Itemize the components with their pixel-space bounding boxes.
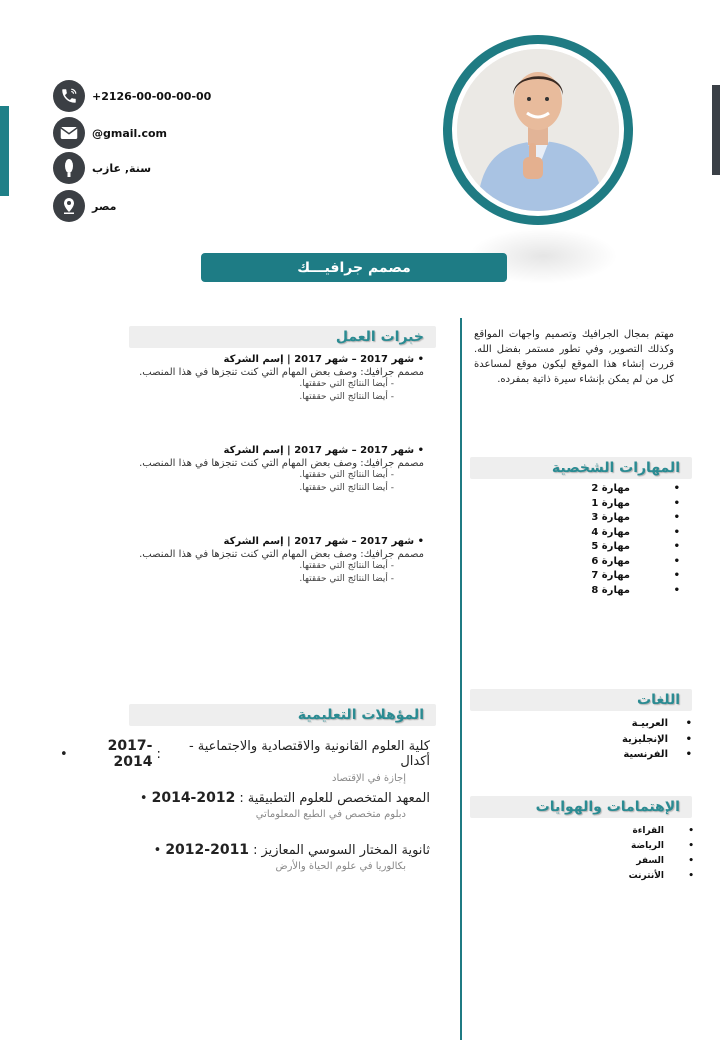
language-item: العربيـة • — [590, 716, 668, 732]
profile-photo — [457, 49, 619, 211]
skills-list — [560, 482, 630, 598]
job-title: مصمم جرافيـــك — [201, 253, 507, 282]
education-years: 2014-2012 — [151, 790, 236, 806]
experience-bullet: - أيضا النتائج التي حققتها. — [299, 561, 394, 571]
skill-item: مهارة 4 • — [560, 526, 630, 541]
contact-location — [53, 189, 117, 223]
education-title — [60, 738, 430, 770]
language-item: الإنجليزية • — [590, 732, 668, 748]
education-years: 2012-2011 — [165, 842, 250, 858]
education-name: ثانوية المختار السوسي المعازيز — [261, 842, 430, 858]
colon: : — [156, 746, 161, 762]
experience-item — [112, 445, 424, 495]
bullet-icon: • — [153, 842, 162, 858]
hobbies-heading: الإهتمامات والهوايات — [470, 796, 692, 818]
languages-list — [590, 716, 668, 763]
experience-bullet: - أيضا النتائج التي حققتها. — [299, 574, 394, 584]
experience-heading: خبرات العمل — [129, 326, 436, 348]
contact-email — [53, 116, 167, 150]
experience-bullet: - أيضا النتائج التي حققتها. — [299, 392, 394, 402]
experience-item — [112, 354, 424, 404]
education-heading: المؤهلات التعليمية — [129, 704, 436, 726]
education-name: كلية العلوم القانونية والاقتصادية والاجتماعية - أكدال — [188, 739, 430, 769]
experience-title: • شهر 2017 – شهر 2017 | إسم الشركة — [223, 445, 424, 456]
hobby-item: القراءة • — [600, 824, 664, 839]
phone-text: +2126-00-00-00-00 — [92, 89, 212, 103]
experience-title: • شهر 2017 – شهر 2017 | إسم الشركة — [223, 536, 424, 547]
hobby-item: السفر • — [600, 854, 664, 869]
hobby-item: الأنترنت • — [600, 869, 664, 884]
education-sub: دبلوم متخصص في الطبع المعلوماتي — [255, 809, 406, 820]
experience-desc: مصمم جرافيك: وصف بعض المهام التي كنت تنجزها في هذا المنصب. — [139, 549, 424, 560]
hobby-item: الرياضة • — [600, 839, 664, 854]
education-item — [60, 842, 430, 872]
left-accent-bar — [0, 106, 9, 196]
skill-item: مهارة 3 • — [560, 511, 630, 526]
education-name: المعهد المتخصص للعلوم التطبيقية — [247, 790, 430, 806]
contact-status — [53, 151, 151, 185]
bullet-icon: • — [60, 746, 68, 762]
skill-item: مهارة 1 • — [560, 497, 630, 512]
hobbies-list — [600, 824, 664, 884]
email-icon — [53, 117, 85, 149]
experience-bullet: - أيضا النتائج التي حققتها. — [299, 379, 394, 389]
experience-item — [112, 536, 424, 586]
education-title — [60, 842, 430, 858]
languages-heading: اللغات — [470, 689, 692, 711]
about-text: مهتم بمجال الجرافيك وتصميم واجهات المواقع وكذلك التصوير, وفي تطور مستمر بفضل الله. قررت إنشاء هذا الموقع ليكون موقع لمساعدة كل من لم يمكن بإنشاء سيرة ذاتية بمفرده. — [474, 329, 674, 385]
education-title — [60, 790, 430, 806]
skill-item: مهارة 6 • — [560, 555, 630, 570]
experience-desc: مصمم جرافيك: وصف بعض المهام التي كنت تنجزها في هذا المنصب. — [139, 458, 424, 469]
language-item: الفرنسية • — [590, 747, 668, 763]
colon: : — [253, 842, 258, 858]
education-sub: إجازة في الإقتصاد — [332, 773, 406, 784]
email-text: @gmail.com — [92, 126, 168, 140]
location-icon — [53, 190, 85, 222]
skill-item: مهارة 5 • — [560, 540, 630, 555]
column-divider — [460, 318, 462, 1040]
contact-phone — [53, 79, 211, 113]
skill-item: مهارة 2 • — [560, 482, 630, 497]
right-accent-bar — [712, 85, 720, 175]
experience-bullet: - أيضا النتائج التي حققتها. — [299, 483, 394, 493]
skills-heading: المهارات الشخصية — [470, 457, 692, 479]
skill-item: مهارة 8 • — [560, 584, 630, 599]
education-years: 2017-2014 — [107, 738, 153, 770]
status-icon — [53, 152, 85, 184]
experience-title: • شهر 2017 – شهر 2017 | إسم الشركة — [223, 354, 424, 365]
location-text: مصر — [92, 199, 117, 213]
phone-icon — [53, 80, 85, 112]
experience-bullet: - أيضا النتائج التي حققتها. — [299, 470, 394, 480]
bullet-icon: • — [139, 790, 148, 806]
colon: : — [239, 790, 244, 806]
skill-item: مهارة 7 • — [560, 569, 630, 584]
status-text: سنة, عازب — [92, 161, 152, 175]
education-sub: بكالوريا في علوم الحياة والأرض — [275, 861, 406, 872]
education-item — [60, 738, 430, 784]
experience-desc: مصمم جرافيك: وصف بعض المهام التي كنت تنجزها في هذا المنصب. — [139, 367, 424, 378]
education-item — [60, 790, 430, 820]
